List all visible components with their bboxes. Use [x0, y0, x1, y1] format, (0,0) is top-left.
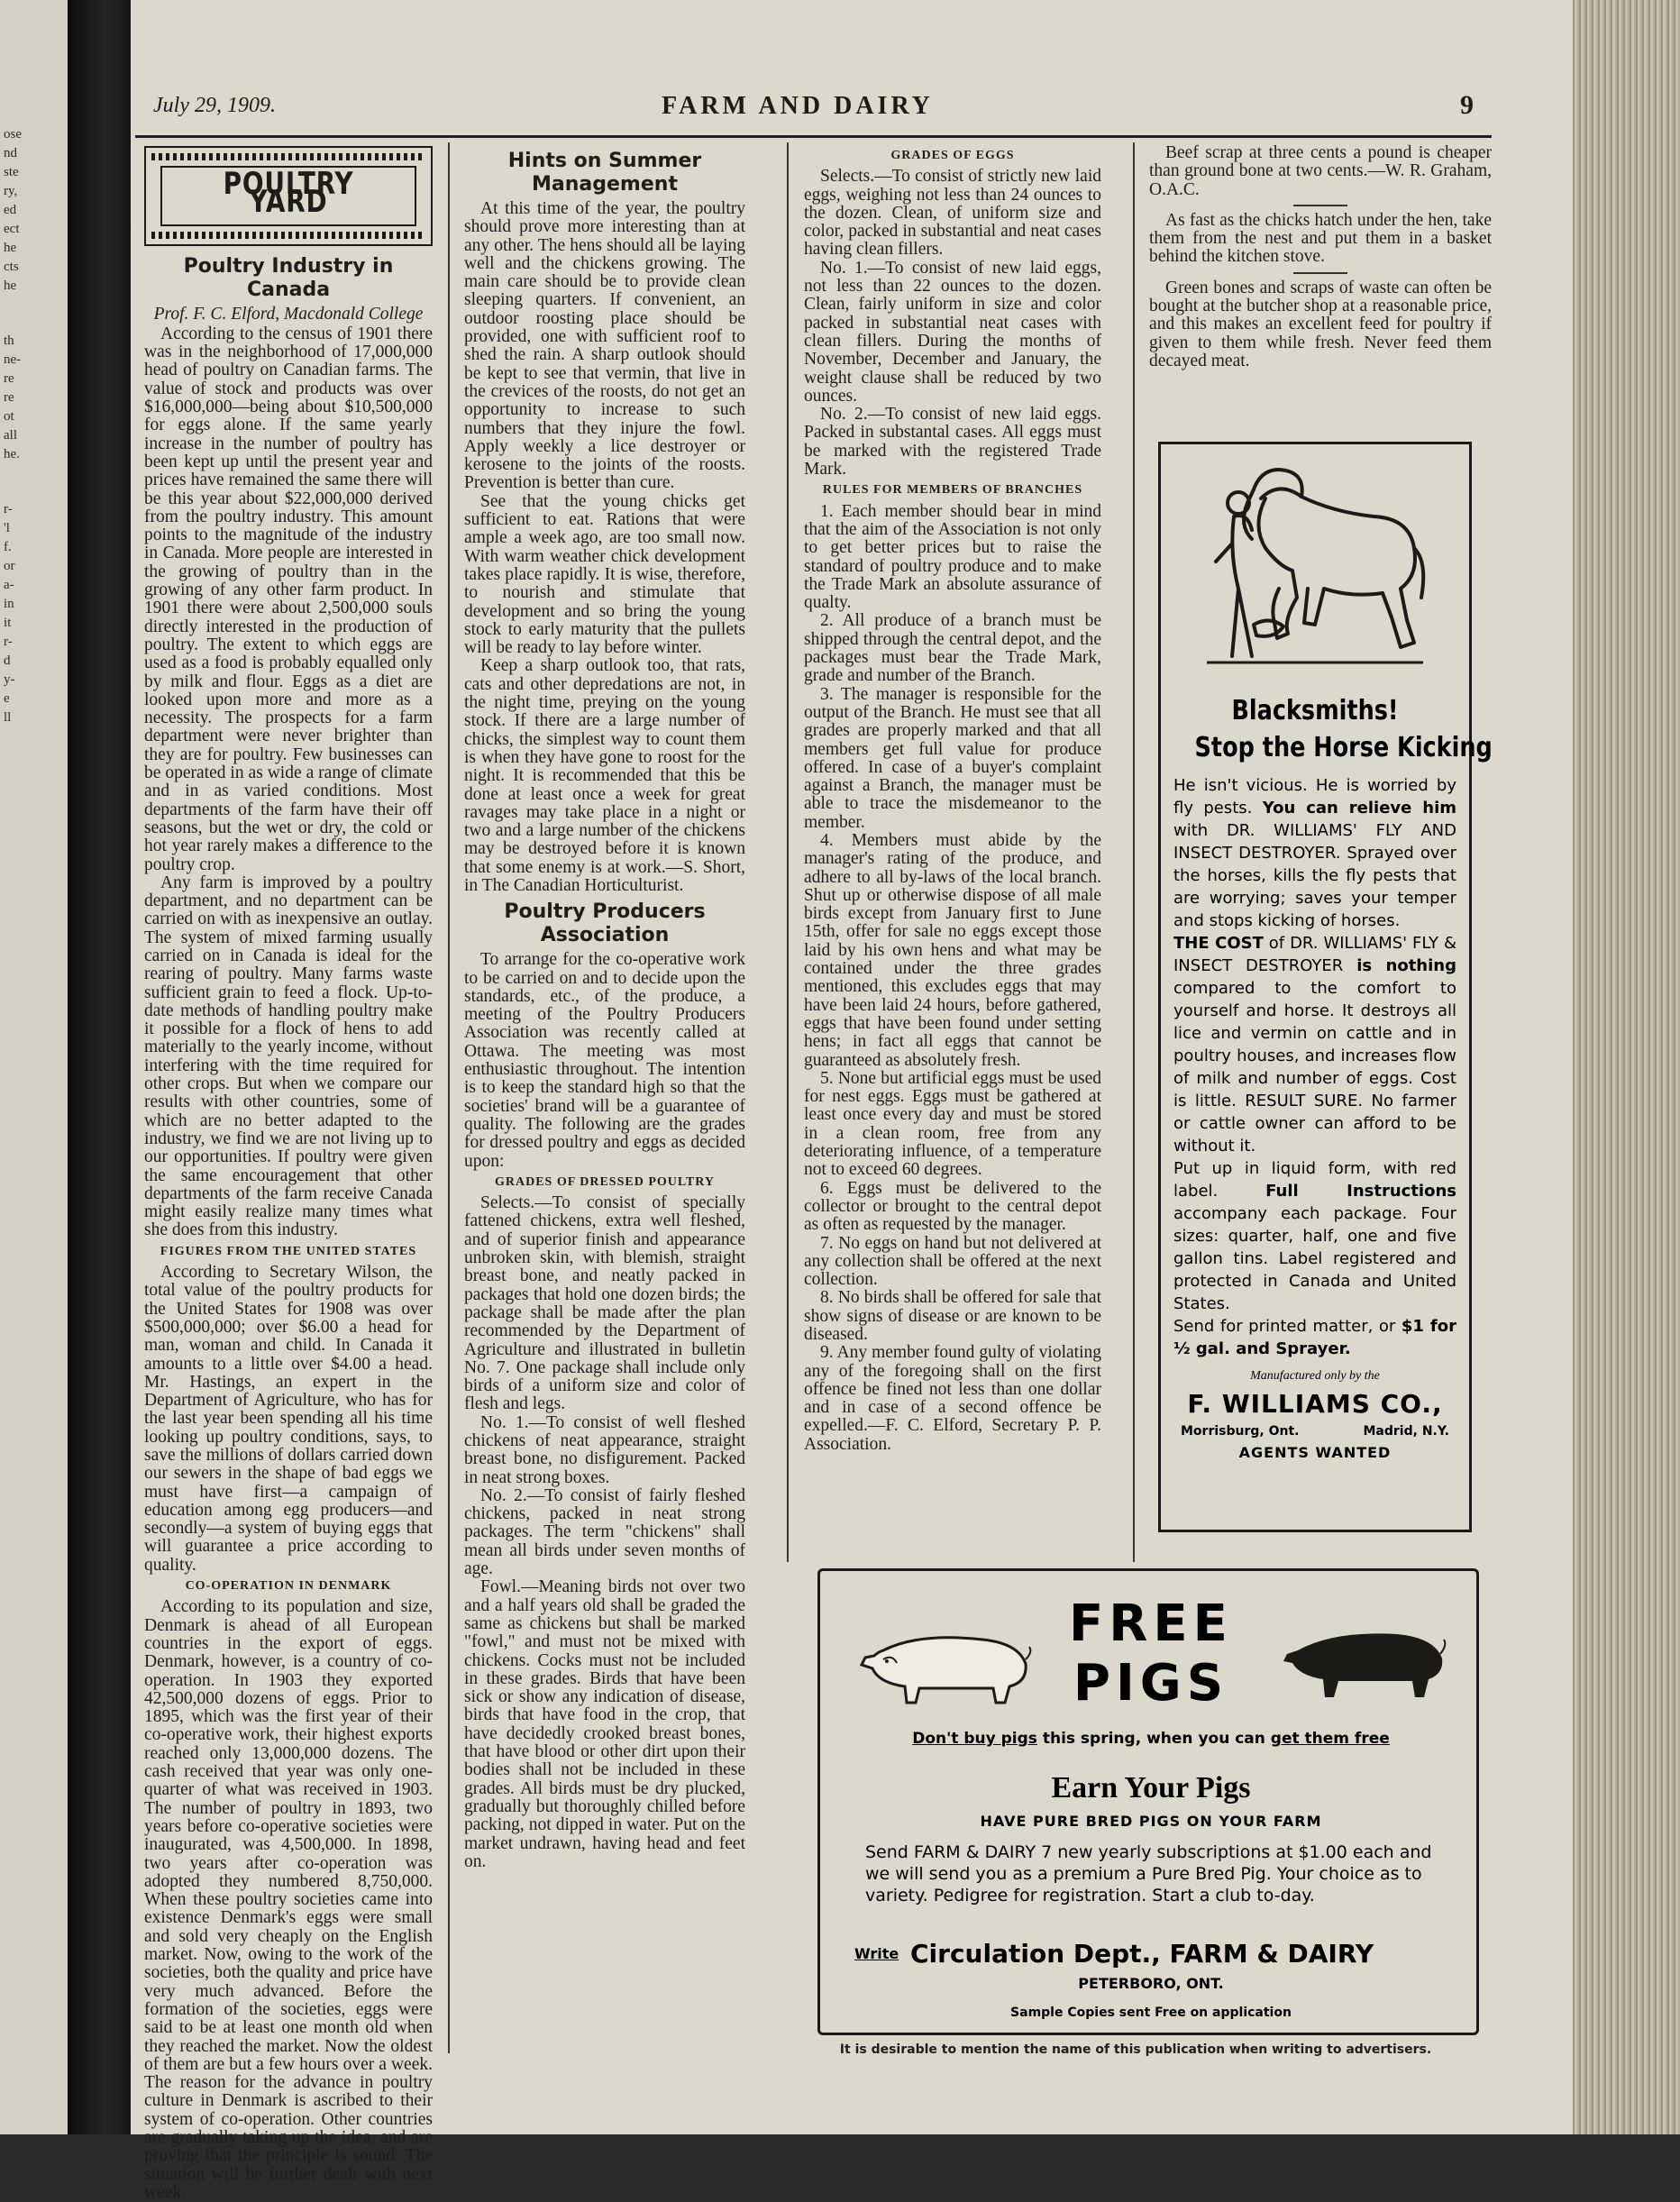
ad-city: PETERBORO, ONT.: [1078, 1975, 1224, 1992]
previous-page-text-fragment: r-: [4, 502, 13, 516]
book-gutter: [68, 0, 131, 2134]
grade-paragraph: Selects.—To consist of specially fattened chickens, extra well fleshed, and of superior finish and appearance unbroken skin, with blemish, straight breast bone, and neatly packed in packages that hold one dozen birds; the package shall be made after the plan recommended by the Department of Agriculture and illustrated in bulletin No. 7. One package shall include only birds of a uniform size and color of flesh and legs.: [464, 1193, 745, 1414]
previous-page-text-fragment: ose: [4, 127, 22, 142]
filler-paragraph: As fast as the chicks hatch under the hen, take them from the nest and put them in a basket behind the kitchen stove.: [1149, 210, 1492, 267]
section-heading: POULTRY YARD: [223, 166, 354, 221]
subheading: RULES FOR MEMBERS OF BRANCHES: [822, 483, 1083, 498]
ad-sample-note: Sample Copies sent Free on application: [1010, 2006, 1292, 2020]
filler-paragraph: Green bones and scraps of waste can often be bought at the butcher shop at a reasonable price, and this makes an excellent feed for poultry if given to them while fresh. Never feed them decayed meat.: [1149, 278, 1492, 370]
advertiser-note: It is desirable to mention the name of this publication when writing to advertisers.: [839, 2042, 1432, 2057]
column-1: [144, 144, 433, 2202]
previous-page-text-fragment: ot: [4, 409, 14, 424]
column-4: [1149, 144, 1492, 433]
previous-page-text-fragment: or: [4, 559, 15, 573]
ad-emphasis: Don't buy pigs: [912, 1730, 1037, 1748]
ad-emphasis: You can relieve him: [1262, 799, 1457, 818]
previous-page-text-fragment: re: [4, 371, 14, 386]
filler-paragraph: Beef scrap at three cents a pound is cheaper than ground bone at two cents.—W. R. Graham, O.A.C.: [1149, 143, 1492, 199]
page-number: 9: [1460, 90, 1474, 120]
grade-paragraph: No. 1.—To consist of new laid eggs, not less than 22 ounces to the dozen. Clean, fairly uniform in size and color packed in substantial neat cases with clean fillers. During the months of November, December and January, the weight clause shall be reduced by two ounces.: [804, 258, 1101, 406]
subheading: FIGURES FROM THE UNITED STATES: [160, 1244, 417, 1258]
article-paragraph: According to its population and size, Denmark is ahead of all European countries in the export of eggs. Denmark, however, is a country of co-operation. In 1903 they exported 42,500,000 dozens of eggs. Prior to 1895, which was the first year of their co-operative work, their highest exports reached only 13,000,000 dozens. The cash received that year was only one-quarter of what was received in 1903. The number of poultry in 1893, two years before co-operative societies were inaugurated, was 4,500,000. In 1898, two years after co-operation was adopted they numbered 8,750,000. When these poultry societies came into existence Denmark's eggs were small and sold very cheaply on the English market. Now, owing to the work of the societies, both the quality and price have very much advanced. Before the formation of the societies, eggs were said to be at least one month old when they reached the market. Now the oldest of them are but a few hours over a week. The reason for the advance in poultry culture in Denmark is ascribed to their system of co-operation. Other countries are gradually taking up the idea, and are proving that the principle is sound. The situation will be further dealt with next week.: [144, 1597, 433, 2202]
article-paragraph: To arrange for the co-operative work to be carried on and to decide upon the standards, etc., of the produce, a meeting of the Poultry Producers Association was recently called at Ottawa. The meeting was most enthusiastic throughout. The intention is to keep the standard high so that the societies' brand will be a guarantee of quality. The following are the grades for dressed poultry and eggs as decided upon:: [464, 950, 745, 1171]
article-paragraph: Any farm is improved by a poultry department, and no department can be carried on with as inexpensive an outlay. The system of mixed farming usually carried on in Canada is ideal for the rearing of poultry. Many farms waste sufficient grain to feed a flock. Up-to-date methods of handling poultry make it possible for a flock of hens to add materially to the yearly income, without interfering with the time required for other crops. But when we compare our results with other countries, some of which are no better adapted to the industry, we find we are not living up to our opportunities. If poultry were given the same encouragement that other departments of the farm receive Canada might easily realize many times what she does from this industry.: [144, 873, 433, 1240]
ad-agents-wanted: AGENTS WANTED: [1238, 1444, 1392, 1461]
grade-paragraph: No. 2.—To consist of fairly fleshed chickens, packed in neat strong packages. The term "chickens" shall mean all birds under seven months of age.: [464, 1485, 745, 1579]
rule-paragraph: 1. Each member should bear in mind that the aim of the Association is not only to get better prices but to raise the standard of poultry produce and to make the Trade Mark an absolute assurance of qualty.: [804, 501, 1101, 613]
previous-page-text-fragment: ne-: [4, 352, 22, 367]
column-rule: [787, 142, 789, 1562]
article-paragraph: Keep a sharp outlook too, that rats, cats and other depredations are not, in the night time, preying on the young stock. If there are a large number of chicks, the simplest way to count them is when they have gone to roost for the night. It is recommended that this be done at least once a week for great ravages may take place in a night or two and a large number of the chickens may be destroyed before it is known that some enemy is at work.—S. Short, in The Canadian Horticulturist.: [464, 656, 745, 895]
ornament-border: [151, 153, 425, 160]
grade-paragraph: No. 2.—To consist of new laid eggs. Packed in substantal cases. All eggs must be marked with the registered Trade Mark.: [804, 405, 1101, 480]
ad-emphasis: Full Instructions: [1265, 1182, 1456, 1201]
ad-text: with DR. WILLIAMS' FLY AND INSECT DESTROYER. Sprayed over the horses, kills the fly pests that are worrying; saves your temper and stops kicking of horses.: [1173, 821, 1456, 930]
article-title: Poultry Producers Association: [504, 900, 706, 947]
ad-subheadline: HAVE PURE BRED PIGS ON YOUR FARM: [980, 1813, 1322, 1830]
previous-page-text-fragment: cts: [4, 260, 19, 274]
previous-page-text-fragment: ry,: [4, 184, 18, 198]
ad-headline-line: FREE: [1069, 1594, 1233, 1653]
previous-page-text-fragment: ect: [4, 222, 20, 236]
column-rule: [1133, 142, 1135, 1562]
previous-page-text-fragment: ed: [4, 203, 17, 217]
article-byline: Prof. F. C. Elford, Macdonald College: [153, 304, 424, 324]
issue-date: July 29, 1909.: [153, 94, 276, 117]
ad-emphasis: THE COST: [1173, 934, 1264, 953]
article-paragraph: See that the young chicks get sufficient to eat. Rations that were ample a week ago, are too small now. With warm weather chick development takes place rapidly. It is wise, therefore, to nourish and stimulate that development and so bring the young stock to early maturity that the pullets will be ready to lay before winter.: [464, 491, 745, 658]
poultry-yard-banner: [144, 146, 433, 246]
article-title: Poultry Industry in Canada: [183, 254, 394, 301]
ad-tagline: [820, 1730, 1482, 1748]
ad-manufacturer-note: Manufactured only by the: [1250, 1369, 1380, 1383]
rule-paragraph: 6. Eggs must be delivered to the collector or brought to the central depot as often as requested by the manager.: [804, 1178, 1101, 1235]
previous-page-text-fragment: ste: [4, 165, 19, 179]
previous-page-text-fragment: d: [4, 653, 11, 668]
rule-paragraph: 2. All produce of a branch must be shipped through the central depot, and the packages must bear the Trade Mark, grade and number of the Branch.: [804, 611, 1101, 686]
ad-text: He isn't vicious. He is worried by fly pests.: [1173, 776, 1456, 818]
ad-location: Madrid, N.Y.: [1363, 1424, 1449, 1439]
ad-emphasis: $1 for ½ gal. and Sprayer.: [1173, 1317, 1457, 1358]
previous-page-text-fragment: all: [4, 428, 17, 443]
separator: [1293, 205, 1347, 206]
ad-headline: Blacksmiths!: [1231, 695, 1399, 726]
ad-subheadline: Earn Your Pigs: [1051, 1771, 1251, 1805]
subheading: GRADES OF DRESSED POULTRY: [494, 1174, 716, 1189]
grade-paragraph: Fowl.—Meaning birds not over two and a half years old shall be graded the same as chickens but shall be marked "fowl," and must not be mixed with chickens. Cocks must not be included in these grades. Birds that have been sick or show any indication of disease, birds that have food in the crop, that have decidedly crooked breast bones, that have blood or other dirt upon their bodies shall not be included in these grades. All birds must be dry plucked, gradually but thoroughly chilled before packing, not dipped in water. Put on the market undrawn, having head and feet on.: [464, 1577, 745, 1871]
rule-paragraph: 4. Members must abide by the manager's rating of the produce, and adhere to all by-laws of the local branch. Shut up or otherwise dispose of all male birds except from January first to June 15th, offer for sale no eggs except those laid by his own hens and what may be contained under the three grades mentioned, this excludes eggs that may have been laid 24 hours, before gathered, eggs that have been found under setting hens; in fact all eggs that cannot be guaranteed as absolutely fresh.: [804, 830, 1101, 1070]
rule-paragraph: 8. No birds shall be offered for sale that show signs of disease or are known to be diseased.: [804, 1288, 1101, 1344]
ad-locations: [1173, 1424, 1456, 1439]
ad-text: of DR. WILLIAMS' FLY & INSECT DESTROYER: [1173, 934, 1456, 975]
ad-emphasis: get them free: [1270, 1730, 1390, 1748]
grade-paragraph: No. 1.—To consist of well fleshed chickens of neat appearance, straight breast bone, no disfigurement. Packed in neat strong boxes.: [464, 1412, 745, 1487]
column-2: [464, 144, 745, 2037]
ad-body: Send FARM & DAIRY 7 new yearly subscriptions at $1.00 each and we will send you as a premium a Pure Bred Pig. Your choice as to variety. Pedigree for registration. Start a club to-day.: [865, 1842, 1432, 1905]
previous-page-edge: [0, 0, 68, 2134]
column-rule: [448, 142, 450, 2053]
ad-body: [1173, 774, 1456, 1360]
ad-address: Circulation Dept., FARM & DAIRY: [910, 1939, 1374, 1969]
previous-page-text-fragment: f.: [4, 540, 12, 554]
previous-page-text-fragment: r-: [4, 635, 13, 649]
previous-page-text-fragment: it: [4, 616, 12, 630]
ad-text: compared to the comfort to yourself and horse. It destroys all lice and vermin on cattle and in poultry houses, and increases flow of milk and number of eggs. Cost is little. RESULT SURE. No farmer or cattle owner can afford to be without it.: [1173, 979, 1456, 1156]
previous-page-text-fragment: in: [4, 597, 14, 611]
rule-paragraph: 9. Any member found gulty of violating any of the foregoing shall on the first offence be fined not less than one dollar and in case of a second offence be expelled.—F. C. Elford, Secretary P. P. Association.: [804, 1343, 1101, 1454]
ad-headline-line: PIGS: [1073, 1654, 1229, 1713]
subheading: CO-OPERATION IN DENMARK: [185, 1579, 392, 1594]
blacksmith-advertisement: [1158, 442, 1493, 1532]
previous-page-text-fragment: a-: [4, 578, 14, 592]
previous-page-text-fragment: ll: [4, 710, 12, 725]
previous-page-text-fragment: th: [4, 333, 14, 348]
previous-page-text-fragment: he: [4, 241, 17, 255]
ad-emphasis: is nothing: [1356, 956, 1456, 975]
ad-text: accompany each package. Four sizes: quarter, half, one and five gallon tins. Label registered and protected in Canada and United States.: [1173, 1204, 1456, 1313]
article-title: Hints on Summer Management: [507, 150, 702, 196]
grade-paragraph: Selects.—To consist of strictly new laid eggs, weighing not less than 24 ounces to the dozen. Clean, of uniform size and color, packed in substantial and neat cases having clean fillers.: [804, 167, 1101, 260]
previous-page-text-fragment: y-: [4, 672, 15, 687]
separator: [1293, 272, 1347, 274]
ad-company-name: F. WILLIAMS CO.,: [1187, 1389, 1443, 1419]
rule-paragraph: 5. None but artificial eggs must be used for nest eggs. Eggs must be gathered at least once every day and must be stored in a clean room, free from any deteriorating influence, of a temperature not to exceed 60 degrees.: [804, 1068, 1101, 1180]
newspaper-page: [131, 0, 1573, 2202]
previous-page-text-fragment: 'l: [4, 521, 10, 535]
page-stack-edges: [1573, 0, 1680, 2134]
previous-page-text-fragment: he.: [4, 447, 20, 461]
horse-and-man-illustration: [1198, 462, 1432, 679]
ornament-border: [151, 232, 425, 239]
ad-text: Send for printed matter, or: [1173, 1317, 1402, 1336]
header-rule: [135, 135, 1492, 138]
rule-paragraph: 7. No eggs on hand but not delivered at any collection shall be offered at the next collection.: [804, 1233, 1101, 1290]
rule-paragraph: 3. The manager is responsible for the output of the Branch. He must see that all grades are properly marked and that all members get full value for produce offered. In case of a buyer's complaint against a Branch, the manager must be able to trace the misdemeanor to the member.: [804, 684, 1101, 832]
masthead-title: FARM AND DAIRY: [662, 92, 934, 120]
article-paragraph: According to the census of 1901 there was in the neighborhood of 17,000,000 head of poultry on Canadian farms. The value of stock and products was over $16,000,000—being about $10,500,000 for eggs alone. If the same yearly increase in the number of poultry has been kept up until the present year and prices have remained the same there will be this year about $22,000,000 derived from the poultry industry. This amount points to the magnitude of the industry in Canada. More people are interested in the growing of poultry than in the growing of any other farm product. In 1901 there were about 2,500,000 souls directly interested in the production of poultry. The extent to which eggs are used as a food is probably equalled only by milk and flour. Eggs as a diet are looked upon more and more as a necessity. The prospects for a farm department were never brighter than they are for poultry. Few businesses can be operated in as wide a range of climate and in as varied conditions. Most departments of the farm have their off seasons, but the wet or dry, the cold or hot year rarely makes a difference to the poultry crop.: [144, 324, 433, 874]
ad-headline: Stop the Horse Kicking: [1194, 732, 1493, 763]
column-3: [804, 144, 1101, 1550]
free-pigs-advertisement: [817, 1568, 1479, 2035]
ad-write-label: Write: [854, 1945, 899, 1962]
ad-location: Morrisburg, Ont.: [1181, 1424, 1300, 1439]
ad-headline: [820, 1594, 1482, 1713]
article-paragraph: According to Secretary Wilson, the total value of the poultry products for the United States for 1908 was over $500,000,000; over $6.00 a head for man, woman and child. In Canada it amounts to a little over $4.00 a head. Mr. Hastings, an expert in the Department of Agriculture, who has for the last year been spending all his time looking up poultry conditions, says, to save the millions of dollars carried down our sewers in the shape of bad eggs we must have first—a campaign of education among egg producers—and secondly—a system of buying eggs that will guarantee a price according to quality.: [144, 1263, 433, 1575]
previous-page-text-fragment: re: [4, 390, 14, 405]
ad-text: Put up in liquid form, with red label.: [1173, 1159, 1456, 1201]
previous-page-text-fragment: nd: [4, 146, 17, 160]
previous-page-text-fragment: e: [4, 691, 10, 706]
article-paragraph: At this time of the year, the poultry should prove more interesting than at any other. The hens should all be laying well and the chickens growing. The main care should be to provide clean sleeping quarters. If convenient, an outdoor roosting place should be provided, one with sufficient roof to shed the rain. A sharp outlook should be kept to see that vermin, that live in the crevices of the roosts, do not get an opportunity to increase to such numbers that they injure the fowl. Apply weekly a lice destroyer or kerosene to the joints of the roosts. Prevention is better than cure.: [464, 199, 745, 493]
ad-text: this spring, when you can: [1036, 1730, 1271, 1748]
previous-page-text-fragment: he: [4, 279, 17, 293]
subheading: GRADES OF EGGS: [890, 149, 1015, 162]
